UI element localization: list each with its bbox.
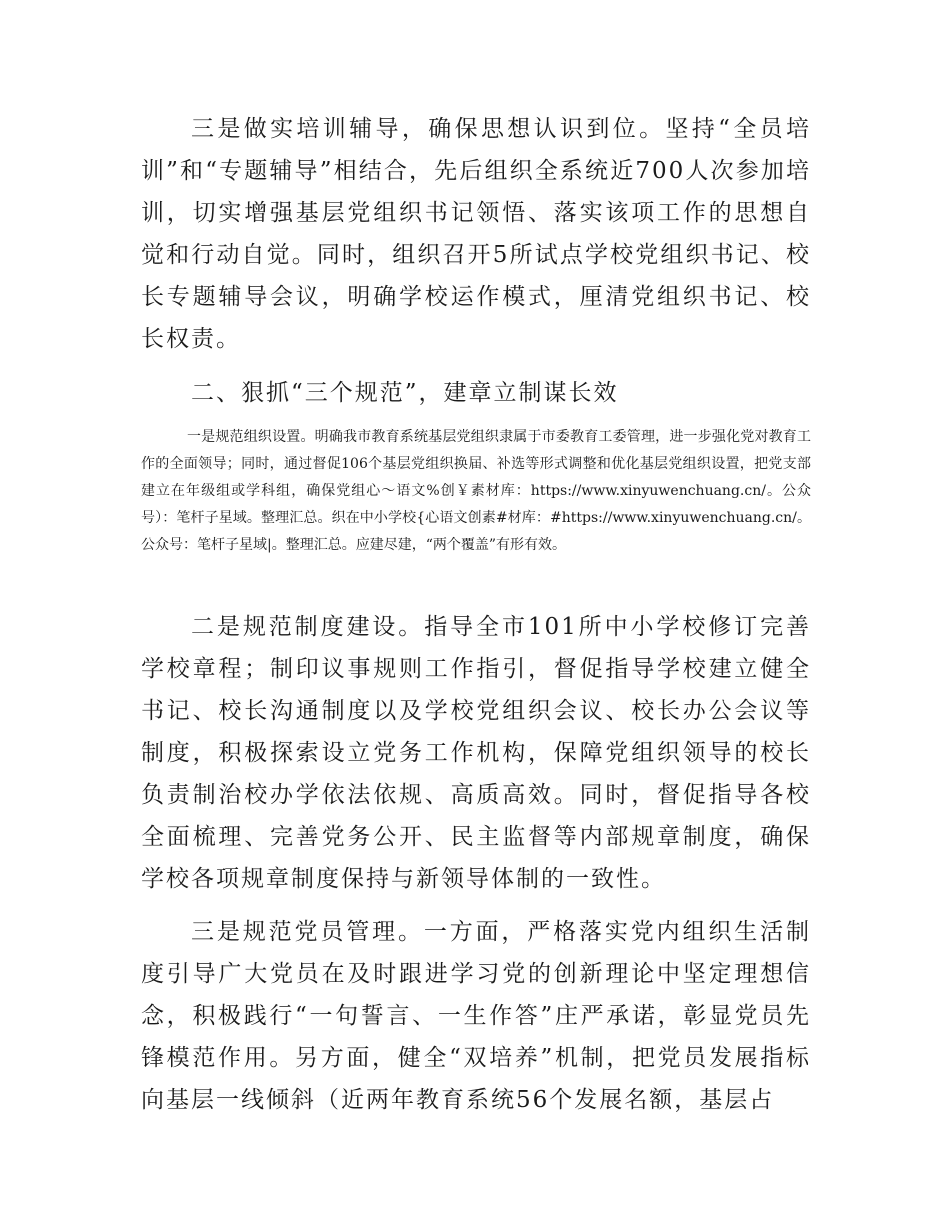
paragraph-member-management: 三是规范党员管理。一方面，严格落实党内组织生活制度引导广大党员在及时跟进学习党的创新理论中坚定理想信念，积极践行“一句誓言、一生作答”庄严承诺，彰显党员先锋模范作用。另方面，健全“双培养”机制，把党员发展指标向基层一线倾斜（近两年教育系统56个发展名额，基层占 — [141, 919, 811, 1113]
paragraph-system-building: 二是规范制度建设。指导全市101所中小学校修订完善学校章程；制印议事规则工作指引，督促指导学校建立健全书记、校长沟通制度以及学校党组织会议、校长办公会议等制度，积极探索设立党务工作机构，保障党组织领导的校长负责制治校办学依法依规、高质高效。同时，督促指导各校全面梳理、完善党务公开、民主监督等内部规章制度，确保学校各项规章制度保持与新领导体制的一致性。 — [141, 614, 811, 892]
paragraph-training: 三是做实培训辅导，确保思想认识到位。坚持“全员培训”和“专题辅导”相结合，先后组织全系统近700人次参加培训，切实增强基层党组织书记领悟、落实该项工作的思想自觉和行动自觉。同时，组织召开5所试点学校党组织书记、校长专题辅导会议，明确学校运作模式，厘清党组织书记、校长权责。 — [141, 116, 811, 352]
section-heading: 二、狠抓“三个规范”，建章立制谋长效 — [191, 380, 619, 406]
paragraph-organization-setup: 一是规范组织设置。明确我市教育系统基层党组织隶属于市委教育工委管理，进一步强化党对教育工作的全面领导；同时，通过督促106个基层党组织换届、补选等形式调整和优化基层党组织设置，把党支部建立在年级组或学科组，确保党组心～语文%创￥素材库：https://www.xinyuwenchuang.cn/。公众号）：笔杆子星域。整理汇总。织在中小学校{心语文创素#材库：#https://www.xinyuwenchuang.cn/。公众号：笔杆子星域|。整理汇总。应建尽建，“两个覆盖”有形有效。 — [141, 429, 811, 553]
